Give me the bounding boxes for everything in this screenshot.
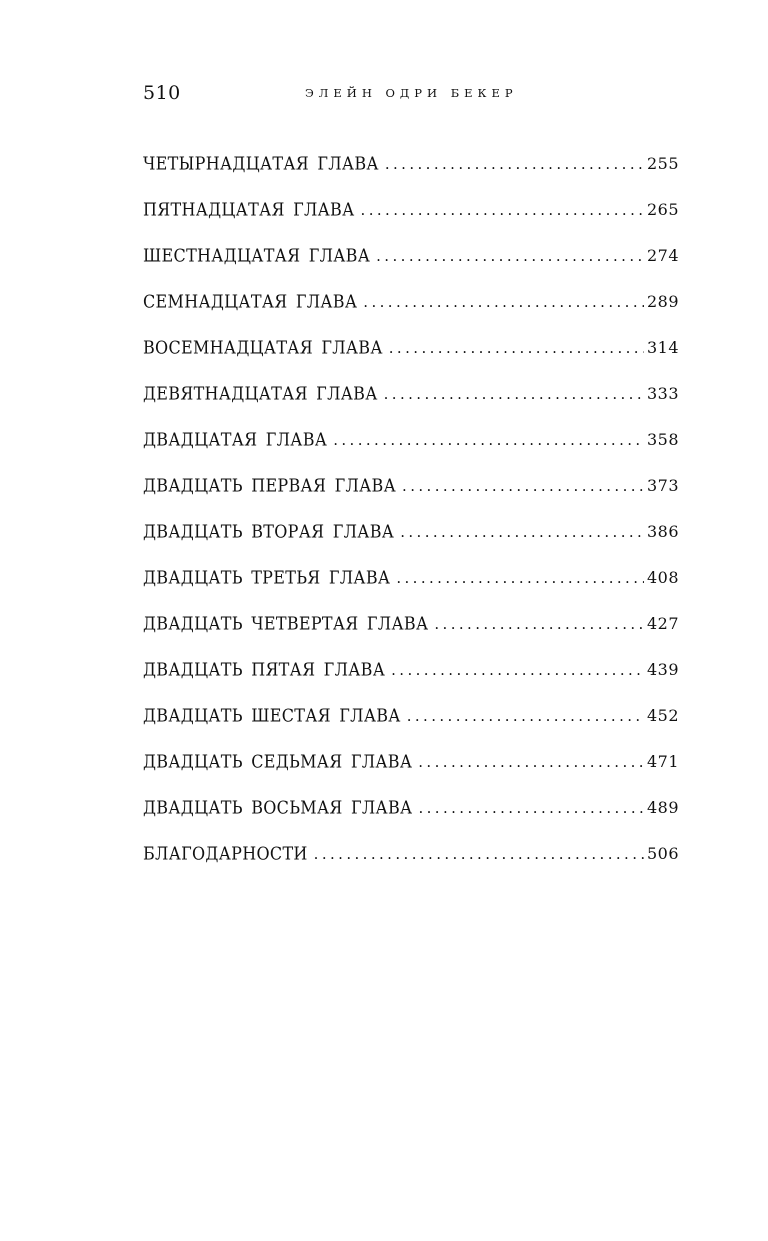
toc-entry <box>143 324 679 370</box>
toc-entry-title: ПЯТНАДЦАТАЯ ГЛАВА <box>143 198 355 220</box>
toc-entry-title: ДВАДЦАТЬ ЧЕТВЕРТАЯ ГЛАВА <box>143 612 429 634</box>
toc-entry <box>143 278 679 324</box>
toc-dot-leader <box>396 569 644 587</box>
toc-entry <box>143 738 679 784</box>
toc-entry-title: ШЕСТНАДЦАТАЯ ГЛАВА <box>143 244 371 266</box>
toc-entry <box>143 830 679 876</box>
toc-dot-leader <box>363 293 644 311</box>
toc-dot-leader <box>389 339 644 357</box>
toc-entry-title: ДВАДЦАТЬ ПЕРВАЯ ГЛАВА <box>143 474 397 496</box>
toc-dot-leader <box>391 661 644 679</box>
toc-dot-leader <box>314 845 644 863</box>
toc-entry <box>143 416 679 462</box>
toc-entry-page: 265 <box>646 199 679 219</box>
toc-entry-title: БЛАГОДАРНОСТИ <box>143 842 308 864</box>
toc-entry-title: ДЕВЯТНАДЦАТАЯ ГЛАВА <box>143 382 378 404</box>
toc-entry-page: 452 <box>646 705 679 725</box>
toc-entry <box>143 508 679 554</box>
toc-entry-page: 489 <box>646 797 679 817</box>
toc-entry-page: 408 <box>646 567 679 587</box>
toc-entry-page: 274 <box>646 245 679 265</box>
toc-entry-page: 333 <box>646 383 679 403</box>
toc-dot-leader <box>385 155 644 173</box>
toc-entry <box>143 370 679 416</box>
toc-entry <box>143 186 679 232</box>
toc-dot-leader <box>400 523 644 541</box>
toc-entry-title: ДВАДЦАТЬ СЕДЬМАЯ ГЛАВА <box>143 750 413 772</box>
toc-entry-title: ДВАДЦАТЬ ВОСЬМАЯ ГЛАВА <box>143 796 413 818</box>
toc-entry-title: ДВАДЦАТЬ ШЕСТАЯ ГЛАВА <box>143 704 401 726</box>
toc-entry-page: 439 <box>646 659 679 679</box>
toc-entry-title: ДВАДЦАТЬ ВТОРАЯ ГЛАВА <box>143 520 395 542</box>
toc-entry <box>143 232 679 278</box>
toc-entry <box>143 646 679 692</box>
toc-entry-title: ДВАДЦАТЬ ТРЕТЬЯ ГЛАВА <box>143 566 391 588</box>
toc-entry-page: 255 <box>646 153 679 173</box>
toc-entry-page: 506 <box>646 843 679 863</box>
toc-entry-page: 386 <box>646 521 679 541</box>
toc-dot-leader <box>333 431 644 449</box>
toc-dot-leader <box>418 799 644 817</box>
toc-dot-leader <box>434 615 644 633</box>
toc-dot-leader <box>384 385 644 403</box>
toc-entry <box>143 462 679 508</box>
toc-entry <box>143 692 679 738</box>
page-number: 510 <box>143 82 181 104</box>
toc-entry-title: ДВАДЦАТЬ ПЯТАЯ ГЛАВА <box>143 658 386 680</box>
toc-dot-leader <box>361 201 644 219</box>
toc-entry <box>143 784 679 830</box>
running-head: ЭЛЕЙН ОДРИ БЕКЕР <box>305 86 518 100</box>
toc-entry-title: СЕМНАДЦАТАЯ ГЛАВА <box>143 290 358 312</box>
toc-dot-leader <box>376 247 644 265</box>
toc-entry-page: 471 <box>646 751 679 771</box>
toc-entry <box>143 600 679 646</box>
toc-entry-title: ЧЕТЫРНАДЦАТАЯ ГЛАВА <box>143 152 379 174</box>
toc-dot-leader <box>418 753 644 771</box>
toc-entry-page: 358 <box>646 429 679 449</box>
toc-dot-leader <box>407 707 644 725</box>
toc-entry-title: ВОСЕМНАДЦАТАЯ ГЛАВА <box>143 336 383 358</box>
toc-entry-page: 427 <box>646 613 679 633</box>
table-of-contents <box>143 140 679 876</box>
toc-entry-page: 289 <box>646 291 679 311</box>
toc-entry <box>143 140 679 186</box>
toc-entry-title: ДВАДЦАТАЯ ГЛАВА <box>143 428 328 450</box>
toc-entry <box>143 554 679 600</box>
toc-entry-page: 373 <box>646 475 679 495</box>
toc-entry-page: 314 <box>646 337 679 357</box>
toc-dot-leader <box>402 477 644 495</box>
